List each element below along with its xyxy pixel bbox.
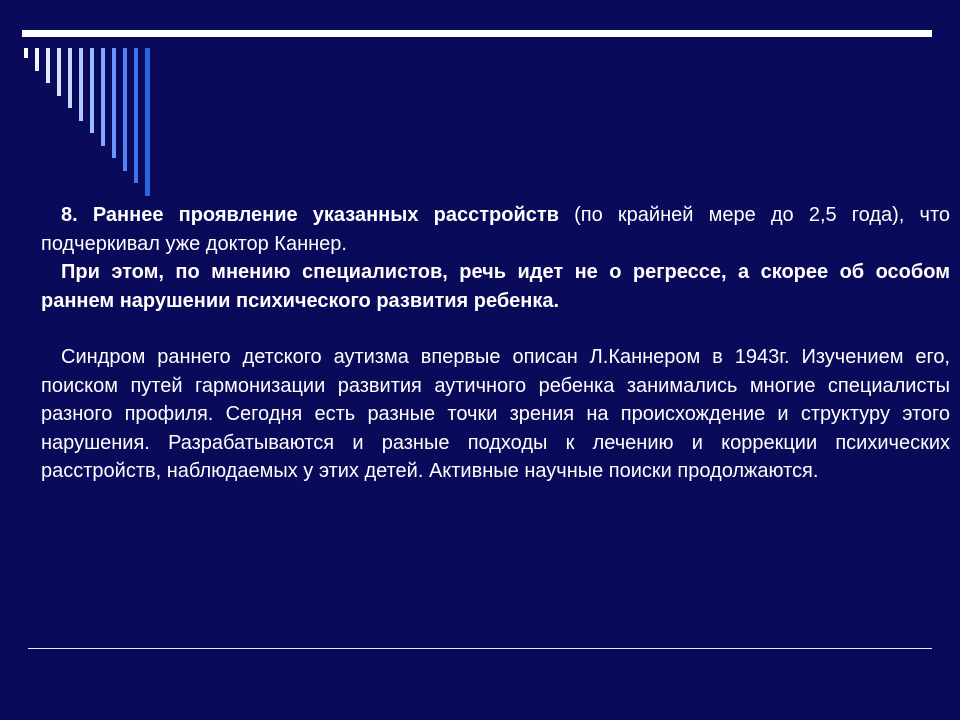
decorative-bar: [79, 48, 83, 121]
bottom-rule: [28, 648, 932, 649]
paragraph-1: [41, 201, 950, 258]
paragraph-1-rest: (по крайней мере до 2,5 года), что подчеркивал уже доктор Каннер.: [41, 204, 951, 255]
decorative-bar: [134, 48, 138, 183]
paragraph-2-bold: При этом, по мнению специалистов, речь идет не о регрессе, а скорее об особом раннем нарушении психического развития ребенка.: [41, 261, 950, 312]
paragraph-1-bold: 8. Раннее проявление указанных расстройств: [61, 204, 559, 226]
decorative-bar: [68, 48, 72, 108]
decorative-bar: [24, 48, 28, 58]
decorative-bar: [145, 48, 150, 196]
decorative-bars: [0, 0, 200, 200]
decorative-bar: [90, 48, 94, 133]
decorative-bar: [35, 48, 39, 71]
decorative-bar: [101, 48, 105, 146]
decorative-bar: [123, 48, 127, 171]
decorative-bar: [46, 48, 50, 83]
paragraph-3: Синдром раннего детского аутизма впервые описан Л.Каннером в 1943г. Изучением его, поиском путей гармонизации развития аутичного ребенка занимались многие специалисты разного профиля. Сегодня есть разные точки зрения на происхождение и структуру этого нарушения. Разрабатываются и разные подходы к лечению и коррекции психических расстройств, наблюдаемых у этих детей. Активные научные поиски продолжаются.: [41, 346, 950, 482]
decorative-bar: [57, 48, 61, 96]
paragraph-spacer: [41, 315, 950, 343]
decorative-bar: [112, 48, 116, 158]
paragraph-2: [41, 258, 950, 315]
slide-body: [41, 201, 950, 486]
